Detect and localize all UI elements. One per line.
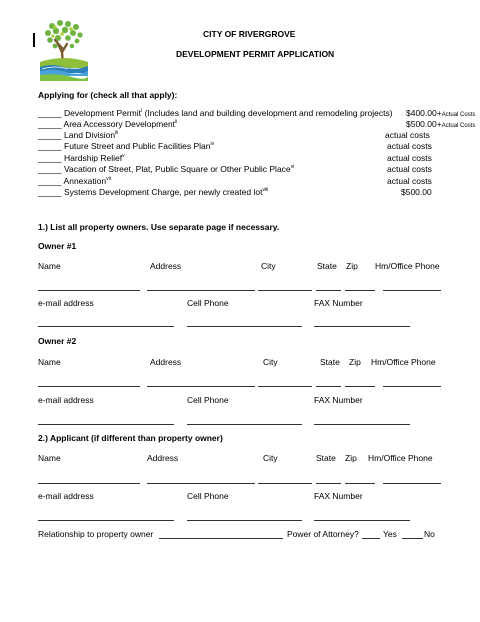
footnote-mark: iii [115,130,119,136]
email-field[interactable] [38,326,174,327]
item-label: Annexation [63,176,107,186]
address-field[interactable] [147,290,255,291]
fax-field[interactable] [314,326,410,327]
item-fee: actual costs [387,176,432,186]
zip-field[interactable] [345,483,375,484]
zip-label: Zip [346,261,358,271]
owner-2-label: Owner #2 [38,336,77,346]
phone-field[interactable] [383,386,441,387]
footnote-mark: i [141,108,143,114]
cell-phone-field[interactable] [187,520,302,521]
address-label: Address [147,453,179,463]
checklist-item[interactable] [38,141,214,152]
item-fee: $500.00 [401,187,432,197]
state-label: State [320,357,340,367]
item-fee: actual costs [385,130,430,140]
name-field[interactable] [38,290,140,291]
city-label: City [261,261,276,271]
address-field[interactable] [147,483,255,484]
name-field[interactable] [38,483,140,484]
city-field[interactable] [258,386,312,387]
checklist-item[interactable] [38,176,111,187]
fax-label: FAX Number [314,395,363,405]
poa-yes-blank[interactable] [362,538,380,539]
check-blank[interactable]: _____ [38,141,62,151]
state-label: State [316,453,336,463]
item-fee: actual costs [387,141,432,151]
section-2-heading: 2.) Applicant (if different than property owner) [38,433,223,443]
section-1-heading: 1.) List all property owners. Use separate page if necessary. [38,222,280,232]
check-blank[interactable]: _____ [38,119,62,129]
address-field[interactable] [147,386,255,387]
item-label: Land Division [64,130,116,140]
check-blank[interactable]: _____ [38,153,62,163]
zip-label: Zip [345,453,357,463]
phone-label: Hm/Office Phone [371,357,436,367]
poa-yes-label: Yes [383,529,397,539]
state-field[interactable] [316,290,341,291]
cell-phone-label: Cell Phone [187,298,229,308]
fax-label: FAX Number [314,491,363,501]
relationship-label: Relationship to property owner [38,529,154,539]
name-field[interactable] [38,386,140,387]
item-label: Hardship Relief [64,153,123,163]
cell-phone-label: Cell Phone [187,395,229,405]
item-label: Area Accessory Development [63,119,176,129]
email-field[interactable] [38,520,174,521]
form-title: DEVELOPMENT PERMIT APPLICATION [176,49,335,59]
footnote-mark: ii [175,119,178,125]
item-label: Systems Development Charge, per newly created lot [64,187,263,197]
relationship-field[interactable] [159,538,283,539]
footnote-mark: v [122,153,125,159]
checklist-item[interactable] [38,130,118,141]
city-logo [38,18,90,84]
phone-label: Hm/Office Phone [375,261,440,271]
check-blank[interactable]: _____ [38,176,62,186]
poa-no-blank[interactable] [402,538,423,539]
city-label: City [263,453,278,463]
fee-note: Actual Costs [441,123,476,129]
item-fee: $500.00+Actual Costs [406,119,476,129]
phone-label: Hm/Office Phone [368,453,433,463]
zip-field[interactable] [345,386,375,387]
applying-for-heading: Applying for (check all that apply): [38,90,178,100]
email-label: e-mail address [38,298,94,308]
checklist-item[interactable] [38,108,393,119]
email-label: e-mail address [38,491,94,501]
item-label: Future Street and Public Facilities Plan [64,141,211,151]
phone-field[interactable] [383,483,441,484]
address-label: Address [150,261,182,271]
power-of-attorney-label: Power of Attorney? [287,529,359,539]
checklist-item[interactable] [38,153,125,164]
state-label: State [317,261,337,271]
name-label: Name [38,261,61,271]
footnote-mark: vii [106,176,111,182]
city-field[interactable] [258,483,312,484]
owner-1-label: Owner #1 [38,241,77,251]
check-blank[interactable]: _____ [38,187,62,197]
cell-phone-label: Cell Phone [187,491,229,501]
name-label: Name [38,453,61,463]
item-fee: actual costs [387,153,432,163]
zip-label: Zip [349,357,361,367]
check-blank[interactable]: _____ [38,164,62,174]
footnote-mark: vi [290,164,295,170]
state-field[interactable] [316,483,341,484]
check-blank[interactable]: _____ [38,108,62,118]
poa-no-label: No [424,529,435,539]
fax-field[interactable] [314,424,410,425]
item-label: Development Permit [64,108,142,118]
checklist-item[interactable] [38,119,177,130]
cell-phone-field[interactable] [187,424,302,425]
fee-note: Actual Costs [441,112,476,118]
zip-field[interactable] [345,290,375,291]
margin-bar [33,33,35,47]
checklist-item[interactable] [38,164,294,175]
footnote-mark: viii [262,187,269,193]
item-label: Vacation of Street, Plat, Public Square or Other Public Place [64,164,291,174]
cell-phone-field[interactable] [187,326,302,327]
city-field[interactable] [258,290,312,291]
email-label: e-mail address [38,395,94,405]
name-label: Name [38,357,61,367]
checklist-item[interactable] [38,187,268,198]
city-name: CITY OF RIVERGROVE [203,29,296,39]
phone-field[interactable] [383,290,441,291]
check-blank[interactable]: _____ [38,130,62,140]
address-label: Address [150,357,182,367]
fax-field[interactable] [314,520,410,521]
footnote-mark: iv [210,141,215,147]
item-extra: (Includes land and building development and remodeling projects) [142,108,393,118]
item-fee: actual costs [387,164,432,174]
email-field[interactable] [38,424,174,425]
state-field[interactable] [316,386,341,387]
fax-label: FAX Number [314,298,363,308]
city-label: City [263,357,278,367]
item-fee: $400.00+Actual Costs [406,108,476,118]
